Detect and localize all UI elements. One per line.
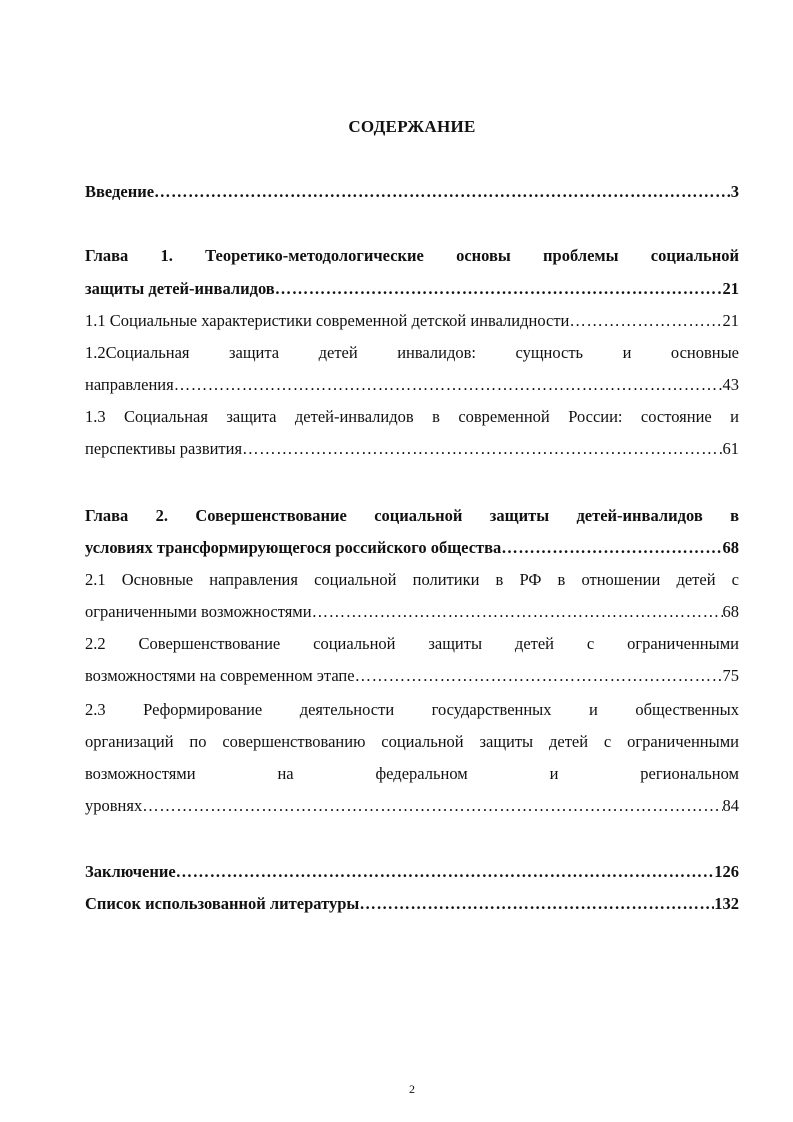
dot-leader [154,182,731,202]
dot-leader [569,311,722,331]
toc-entry-2-3-line3[interactable]: возможностями на федеральном и региональном [85,764,739,783]
toc-entry-label: направления [85,375,174,394]
toc-entry-page: 21 [722,311,739,330]
toc-entry-page: 43 [722,375,739,394]
toc-entry-bibliography[interactable] [85,894,739,914]
chapter2-heading-line1[interactable]: Глава 2. Совершенствование социальной защиты детей-инвалидов в [85,506,739,525]
toc-entry-label: условиях трансформирующегося российского общества [85,538,502,557]
toc-entry-label: Список использованной литературы [85,894,360,913]
toc-entry-2-1-line1[interactable]: 2.1 Основные направления социальной политики в РФ в отношении детей с [85,570,739,589]
chapter1-heading-line2[interactable] [85,279,739,299]
toc-entry-label: уровнях [85,796,143,815]
dot-leader [142,796,722,816]
toc-entry-1-2-line2[interactable] [85,375,739,395]
dot-leader [355,666,723,686]
toc-entry-2-2-line2[interactable] [85,666,739,686]
toc-entry-page: 75 [722,666,739,685]
toc-entry-label: Заключение [85,862,176,881]
toc-entry-2-3-line4[interactable] [85,796,739,816]
toc-entry-1-1[interactable] [85,311,739,331]
toc-entry-label: возможностями на современном этапе [85,666,355,685]
dot-leader [359,894,714,914]
dot-leader [275,279,723,299]
dot-leader [312,602,723,622]
toc-entry-page: 132 [714,894,739,913]
toc-entry-page: 3 [730,182,739,201]
toc-entry-page: 84 [722,796,739,815]
toc-entry-conclusion[interactable] [85,862,739,882]
chapter2-heading-line2[interactable] [85,538,739,558]
toc-entry-label: ограниченными возможностями [85,602,312,621]
toc-entry-label: Введение [85,182,155,201]
toc-entry-2-3-line1[interactable]: 2.3 Реформирование деятельности государственных и общественных [85,700,739,719]
toc-entry-1-2-line1[interactable]: 1.2Социальная защита детей инвалидов: сущность и основные [85,343,739,362]
document-page [85,0,739,1122]
dot-leader [174,375,723,395]
dot-leader [242,439,722,459]
toc-entry-2-1-line2[interactable] [85,602,739,622]
page-title: СОДЕРЖАНИЕ [348,117,476,136]
toc-entry-label: 1.1 Социальные характеристики современной детской инвалидности [85,311,570,330]
toc-entry-page: 126 [714,862,739,881]
dot-leader [176,862,715,882]
toc-entry-page: 68 [722,538,739,557]
toc-entry-label: защиты детей-инвалидов [85,279,275,298]
dot-leader [501,538,722,558]
toc-entry-2-3-line2[interactable]: организаций по совершенствованию социальной защиты детей с ограниченными [85,732,739,751]
toc-entry-page: 61 [722,439,739,458]
page-number: 2 [409,1082,415,1096]
toc-entry-1-3-line1[interactable]: 1.3 Социальная защита детей-инвалидов в современной России: состояние и [85,407,739,426]
toc-entry-intro[interactable] [85,182,739,202]
chapter1-heading-line1[interactable]: Глава 1. Теоретико-методологические основы проблемы социальной [85,246,739,265]
toc-entry-1-3-line2[interactable] [85,439,739,459]
toc-entry-label: перспективы развития [85,439,243,458]
toc-entry-2-2-line1[interactable]: 2.2 Совершенствование социальной защиты детей с ограниченными [85,634,739,653]
toc-entry-page: 21 [722,279,739,298]
toc-entry-page: 68 [722,602,739,621]
